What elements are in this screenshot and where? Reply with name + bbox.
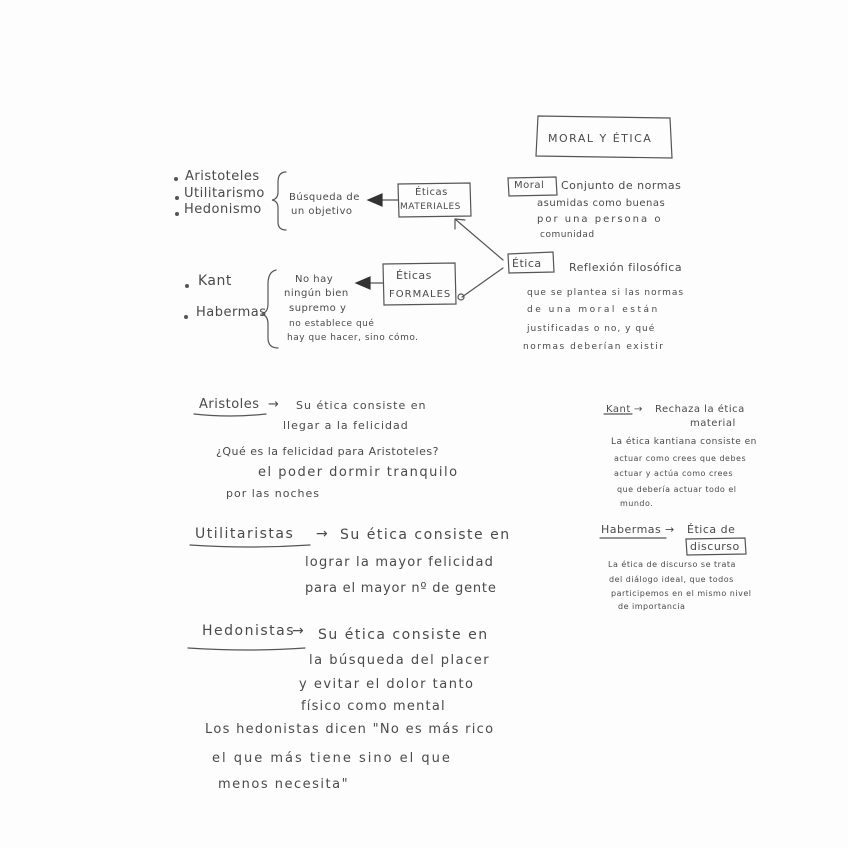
- etica-def-4: justificadas o no, y qué: [527, 324, 656, 334]
- aristoteles-answer-2: por las noches: [226, 487, 320, 500]
- materiales-desc-1: Búsqueda de: [289, 192, 360, 203]
- brace-materiales: [272, 172, 286, 230]
- moral-def-2: asumidas como buenas: [537, 198, 666, 209]
- etica-label: Ética: [512, 257, 542, 270]
- habermas-text-1: La ética de discurso se trata: [608, 560, 736, 569]
- habermas-label: Habermas: [601, 523, 662, 536]
- aristoteles-arrow: →: [268, 397, 280, 412]
- aristoteles-text-1: Su ética consiste en: [296, 399, 427, 412]
- materiales-item-1: Aristoteles: [185, 169, 260, 184]
- materiales-item-2: Utilitarismo: [184, 186, 265, 201]
- habermas-arrow: →: [665, 523, 675, 536]
- kant-head-1: Rechaza la ética: [655, 404, 745, 415]
- moral-def-3: por una persona o: [537, 214, 663, 225]
- formales-desc-3: supremo y: [289, 303, 347, 314]
- kant-arrow: →: [634, 404, 643, 415]
- hedonistas-quote-2: el que más tiene sino el que: [212, 751, 452, 766]
- underline-aristoteles: [194, 414, 266, 416]
- moral-def-1: Conjunto de normas: [561, 179, 682, 192]
- utilitaristas-label: Utilitaristas: [195, 526, 295, 542]
- hedonistas-label: Hedonistas: [202, 623, 296, 639]
- hedonistas-text-2: la búsqueda del placer: [309, 653, 491, 668]
- underline-hedonistas: [188, 648, 305, 650]
- etica-def-1: Reflexión filosófica: [569, 261, 683, 274]
- aristoteles-text-2: llegar a la felicidad: [283, 419, 409, 432]
- connector-materiales-head: [455, 219, 465, 229]
- formales-box-line2: FORMALES: [389, 289, 452, 300]
- habermas-text-2: del diálogo ideal, que todos: [609, 575, 734, 584]
- habermas-text-4: de importancia: [618, 602, 686, 611]
- hedonistas-text-4: físico como mental: [301, 699, 446, 714]
- aristoteles-question: ¿Qué es la felicidad para Aristoteles?: [216, 445, 439, 458]
- habermas-head-2: discurso: [690, 540, 740, 553]
- formales-desc-4: no establece qué: [289, 319, 375, 329]
- formales-item-1: Kant: [198, 273, 232, 289]
- kant-text-4: que debería actuar todo el: [617, 485, 737, 494]
- materiales-desc-2: un objetivo: [291, 206, 353, 217]
- materiales-box-line2: MATERIALES: [400, 202, 461, 212]
- connector-formales: [462, 268, 503, 297]
- etica-def-5: normas deberían existir: [523, 342, 665, 352]
- formales-desc-5: hay que hacer, sino cómo.: [287, 333, 419, 343]
- materiales-item-3: Hedonismo: [184, 202, 262, 217]
- materiales-box-line1: Éticas: [415, 187, 448, 198]
- kant-label: Kant: [606, 404, 631, 415]
- utilitaristas-text-1: Su ética consiste en: [340, 527, 511, 543]
- formales-item-2: Habermas: [196, 305, 267, 320]
- aristoteles-answer-1: el poder dormir tranquilo: [258, 465, 459, 480]
- etica-def-2: que se plantea si las normas: [527, 288, 685, 298]
- aristoteles-label: Aristoles: [199, 397, 260, 412]
- kant-head-2: material: [690, 418, 736, 429]
- hedonistas-quote-3: menos necesita": [218, 777, 350, 792]
- formales-desc-2: ningún bien: [284, 288, 349, 299]
- hedonistas-text-3: y evitar el dolor tanto: [299, 677, 475, 692]
- habermas-text-3: participemos en el mismo nivel: [611, 589, 752, 598]
- connector-materiales: [455, 219, 503, 260]
- map-title: MORAL Y ÉTICA: [548, 132, 653, 145]
- utilitaristas-text-2: lograr la mayor felicidad: [305, 555, 495, 570]
- utilitaristas-arrow: →: [316, 526, 329, 542]
- kant-text-2: actuar como crees que debes: [614, 454, 747, 463]
- connector-formales-head: [458, 294, 464, 300]
- formales-desc-1: No hay: [295, 274, 334, 285]
- hedonistas-text-1: Su ética consiste en: [318, 627, 489, 643]
- underline-utilitaristas: [190, 545, 310, 547]
- etica-def-3: de una moral están: [527, 305, 660, 315]
- moral-label: Moral: [514, 180, 545, 191]
- habermas-head-1: Ética de: [687, 523, 736, 536]
- hedonistas-arrow: →: [292, 623, 305, 639]
- kant-text-5: mundo.: [620, 499, 654, 508]
- hedonistas-quote-1: Los hedonistas dicen "No es más rico: [205, 722, 495, 737]
- utilitaristas-text-3: para el mayor nº de gente: [305, 581, 497, 596]
- formales-box-line1: Éticas: [396, 269, 432, 282]
- moral-def-4: comunidad: [540, 230, 595, 240]
- kant-text-3: actuar y actúa como crees: [614, 469, 734, 478]
- kant-text-1: La ética kantiana consiste en: [611, 437, 757, 447]
